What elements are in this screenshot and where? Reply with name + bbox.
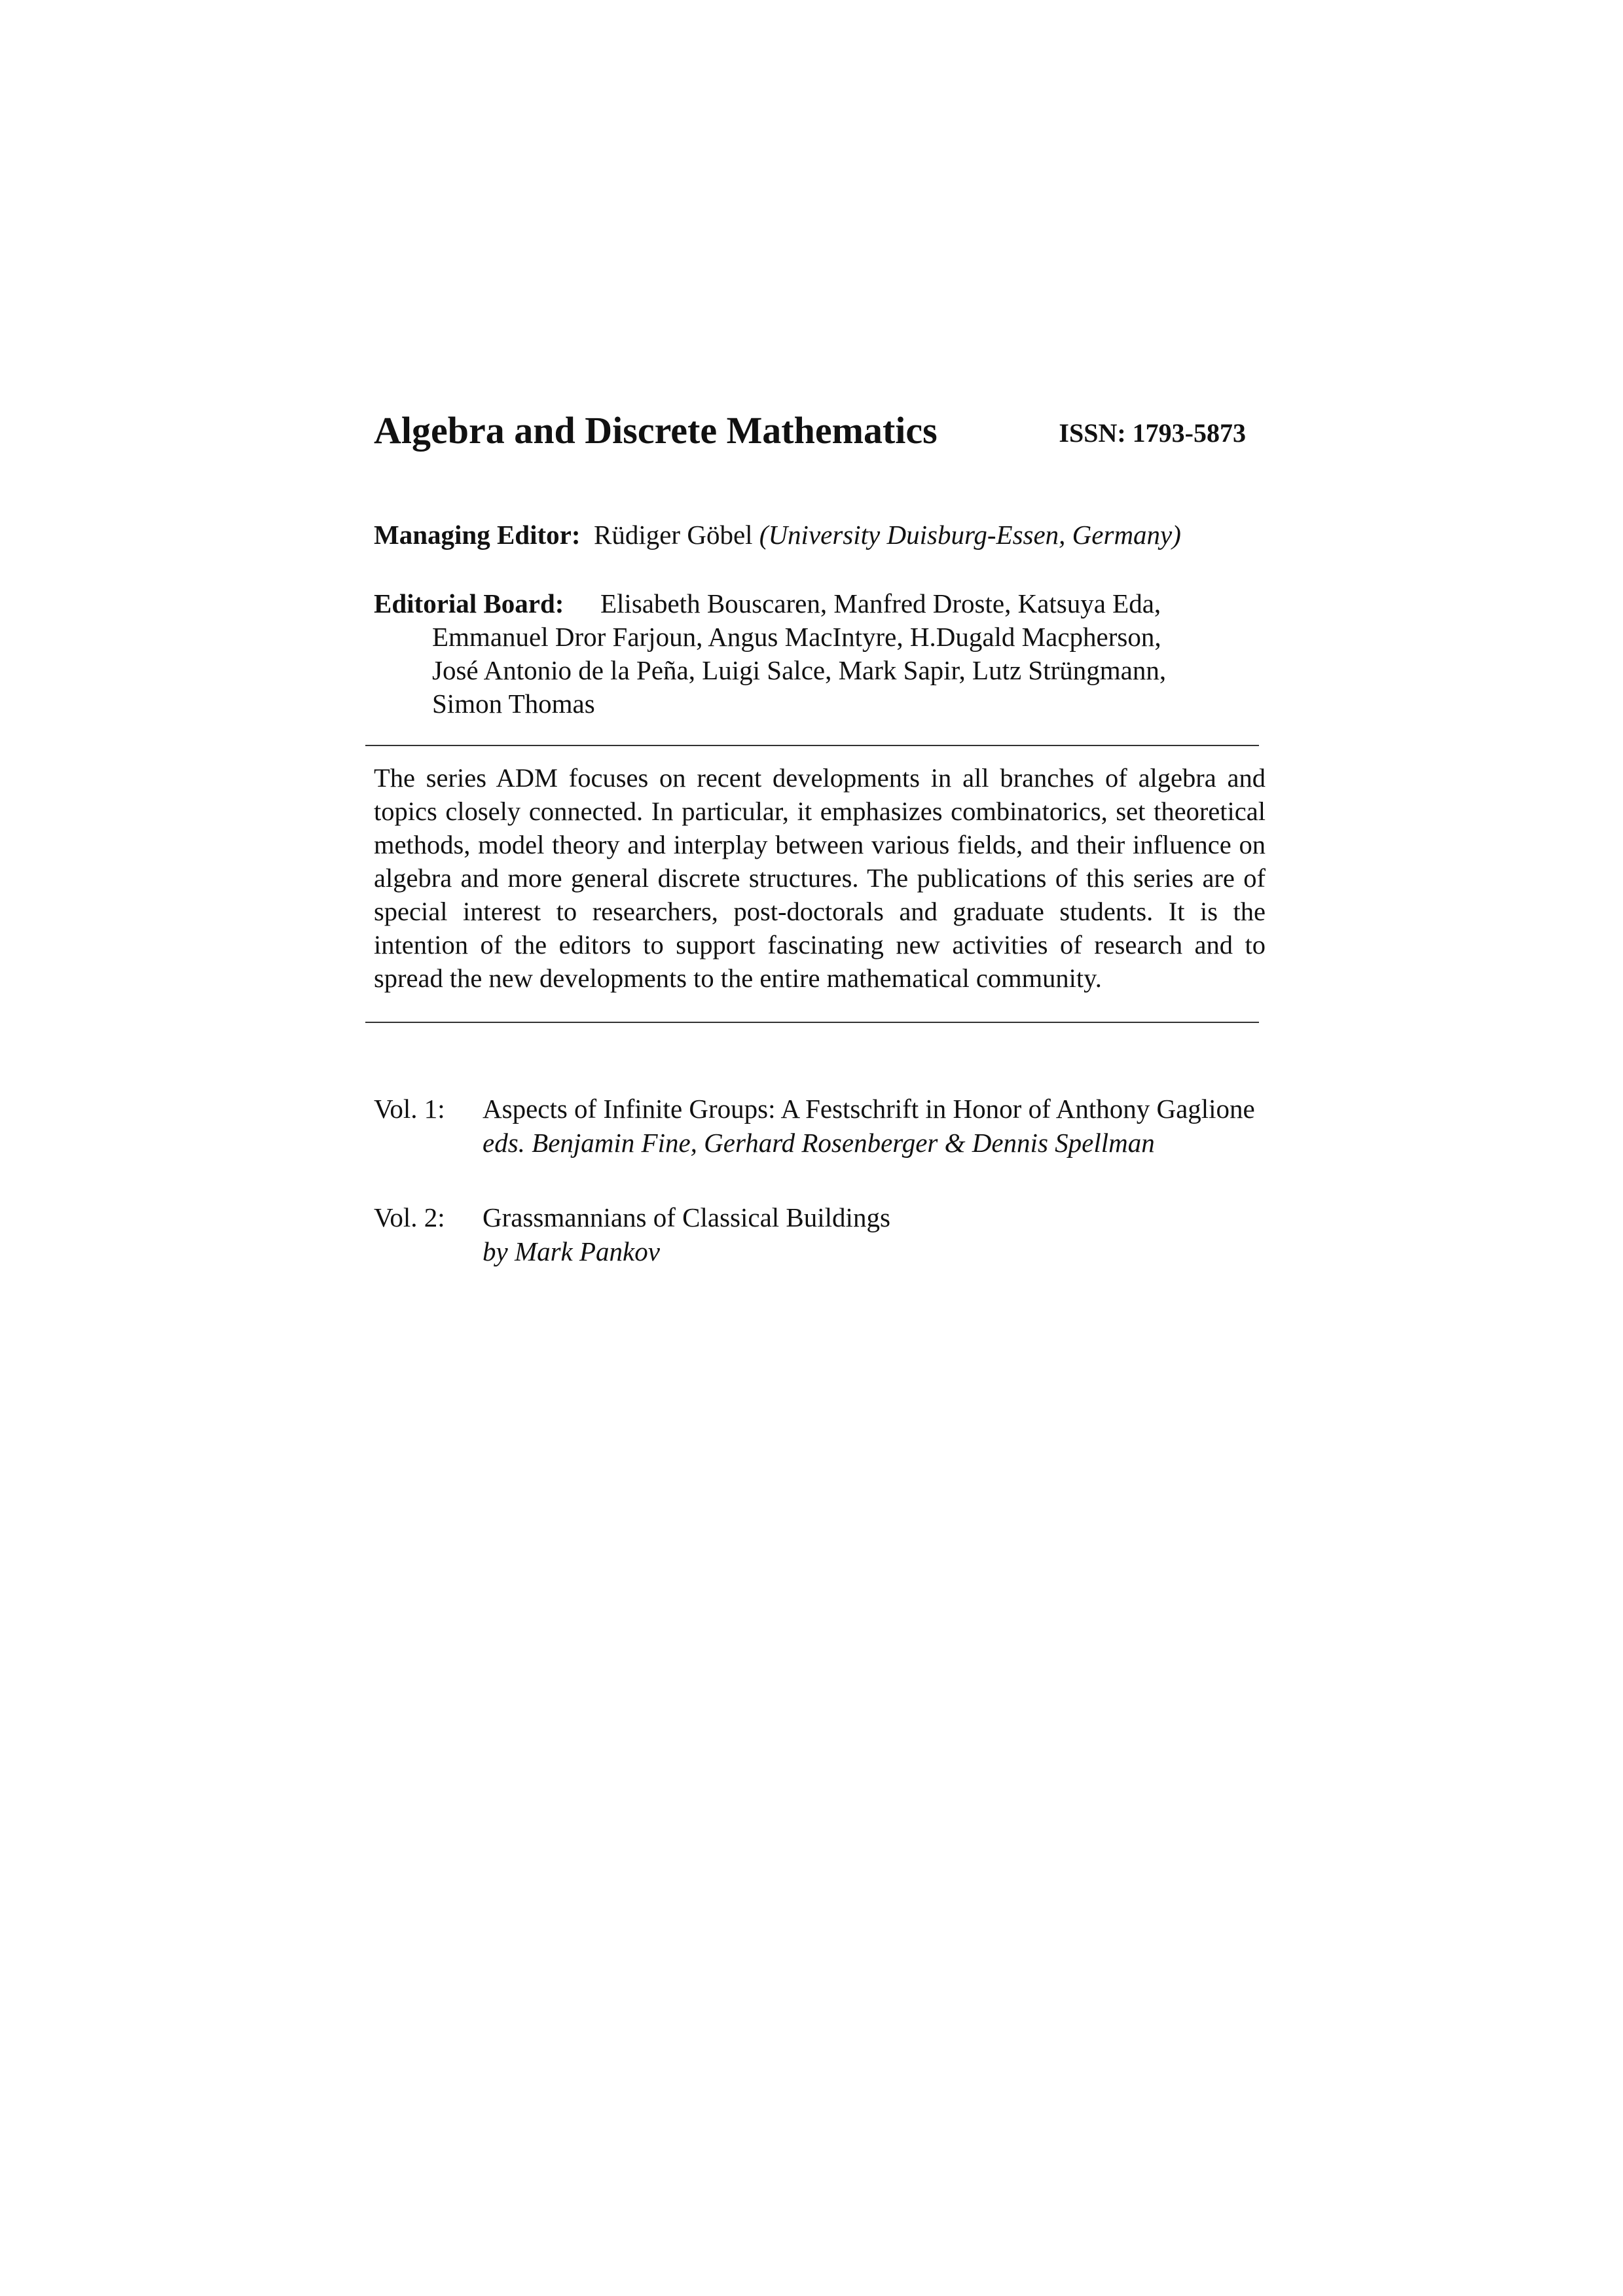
volume-label: Vol. 1: xyxy=(374,1094,445,1124)
editorial-board-line: Simon Thomas xyxy=(432,689,595,719)
volume-title: Aspects of Infinite Groups: A Festschrift in Honor of Anthony Gaglione xyxy=(483,1094,1255,1124)
series-title: Algebra and Discrete Mathematics xyxy=(374,409,938,452)
editorial-board-label: Editorial Board: xyxy=(374,588,564,619)
series-description: The series ADM focuses on recent developments in all branches of algebra and topics closely connected. In particular, it emphasizes combinatorics, set theoretical methods, model theory and interplay between various fields, and their influence on algebra and more general discrete structures. The publications of this series are of special interest to researchers, post-doctorals and graduate students. It is the intention of the editors to support fascinating new activities of research and to spread the new developments to the entire mathematical community. xyxy=(374,763,1266,993)
divider-top xyxy=(365,745,1259,746)
editorial-board-line: Emmanuel Dror Farjoun, Angus MacIntyre, H.Dugald Macpherson, xyxy=(432,622,1161,652)
managing-editor-label: Managing Editor: xyxy=(374,520,581,550)
volume-title: Grassmannians of Classical Buildings xyxy=(483,1202,890,1232)
editorial-board-line: José Antonio de la Peña, Luigi Salce, Mark Sapir, Lutz Strüngmann, xyxy=(432,655,1167,685)
editorial-board-line: Elisabeth Bouscaren, Manfred Droste, Katsuya Eda, xyxy=(600,588,1161,619)
managing-editor-affiliation: (University Duisburg-Essen, Germany) xyxy=(759,520,1181,550)
volume-credit: by Mark Pankov xyxy=(483,1236,660,1266)
managing-editor xyxy=(374,518,1181,551)
volume-label: Vol. 2: xyxy=(374,1202,445,1232)
issn: ISSN: 1793-5873 xyxy=(1059,418,1246,448)
volume-credit: eds. Benjamin Fine, Gerhard Rosenberger & Dennis Spellman xyxy=(483,1128,1155,1158)
divider-bottom xyxy=(365,1022,1259,1023)
managing-editor-name: Rüdiger Göbel xyxy=(594,520,753,550)
